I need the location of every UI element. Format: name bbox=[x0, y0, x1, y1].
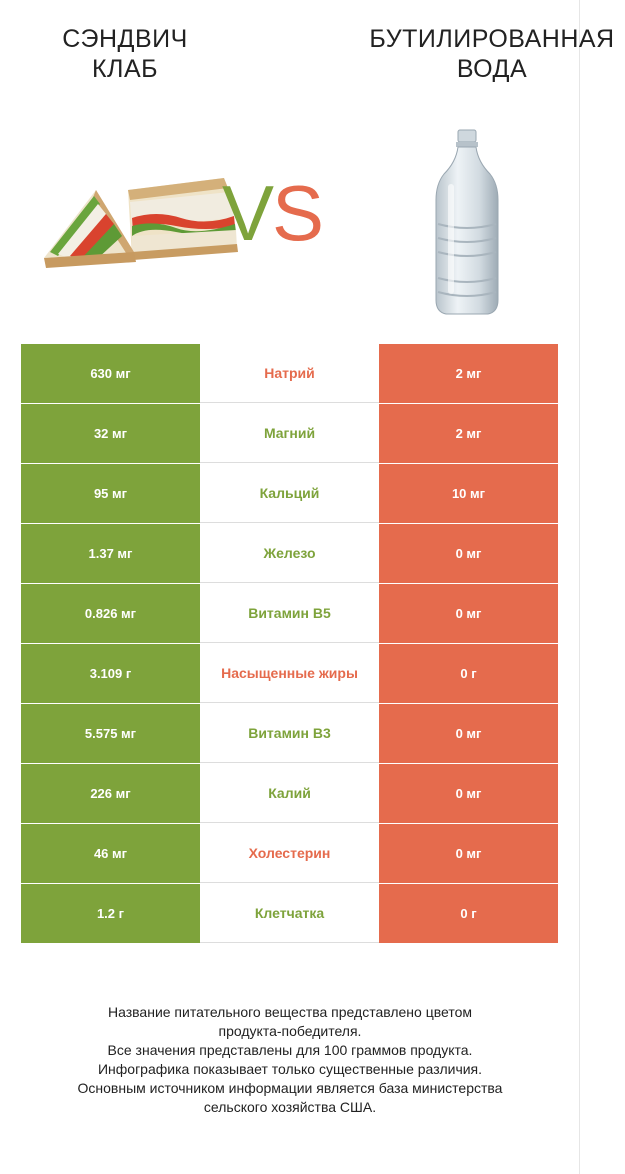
left-value: 1.2 г bbox=[21, 884, 200, 943]
footnote-line: Основным источником информации является база министерства bbox=[77, 1080, 503, 1096]
right-value: 0 мг bbox=[379, 584, 558, 643]
left-value: 226 мг bbox=[21, 764, 200, 823]
water-bottle-image bbox=[432, 128, 502, 316]
table-row bbox=[21, 344, 558, 404]
nutrient-name: Калий bbox=[200, 764, 379, 823]
nutrient-name: Клетчатка bbox=[200, 884, 379, 943]
right-value: 0 г bbox=[379, 884, 558, 943]
right-value: 2 мг bbox=[379, 344, 558, 403]
right-title-line-2: ВОДА bbox=[456, 55, 528, 83]
left-value: 0.826 мг bbox=[21, 584, 200, 643]
table-row bbox=[21, 644, 558, 704]
table-row bbox=[21, 464, 558, 524]
right-value: 10 мг bbox=[379, 464, 558, 523]
nutrient-name: Насыщенные жиры bbox=[200, 644, 379, 703]
right-value: 0 г bbox=[379, 644, 558, 703]
footnote-line: Название питательного вещества представлено цветом bbox=[107, 1004, 473, 1020]
vs-letter-s: S bbox=[272, 169, 323, 257]
left-value: 630 мг bbox=[21, 344, 200, 403]
left-product-title bbox=[40, 24, 210, 84]
table-row bbox=[21, 584, 558, 644]
right-title-line-1: БУТИЛИРОВАННАЯ bbox=[369, 25, 615, 53]
page-right-rule bbox=[579, 0, 580, 1174]
footnote-line: Инфографика показывает только существенные различия. bbox=[97, 1061, 483, 1077]
left-value: 1.37 мг bbox=[21, 524, 200, 583]
right-value: 0 мг bbox=[379, 764, 558, 823]
footnote bbox=[20, 1003, 560, 1117]
sandwich-image bbox=[36, 160, 246, 280]
right-product-title bbox=[360, 24, 624, 84]
vs-label bbox=[222, 158, 322, 268]
left-title-line-2: КЛАБ bbox=[91, 55, 159, 83]
vs-letter-v: V bbox=[222, 169, 273, 257]
right-value: 0 мг bbox=[379, 704, 558, 763]
nutrient-name: Витамин B3 bbox=[200, 704, 379, 763]
footnote-line: продукта-победителя. bbox=[218, 1023, 362, 1039]
nutrient-name: Кальций bbox=[200, 464, 379, 523]
footnote-line: сельского хозяйства США. bbox=[203, 1099, 377, 1115]
left-value: 32 мг bbox=[21, 404, 200, 463]
nutrient-name: Магний bbox=[200, 404, 379, 463]
right-value: 2 мг bbox=[379, 404, 558, 463]
nutrient-name: Железо bbox=[200, 524, 379, 583]
nutrient-name: Натрий bbox=[200, 344, 379, 403]
table-row bbox=[21, 524, 558, 584]
left-title-line-1: СЭНДВИЧ bbox=[62, 25, 188, 53]
left-value: 5.575 мг bbox=[21, 704, 200, 763]
comparison-table bbox=[21, 344, 558, 944]
nutrient-name: Холестерин bbox=[200, 824, 379, 883]
right-value: 0 мг bbox=[379, 524, 558, 583]
table-row bbox=[21, 704, 558, 764]
table-row bbox=[21, 824, 558, 884]
left-value: 3.109 г bbox=[21, 644, 200, 703]
right-value: 0 мг bbox=[379, 824, 558, 883]
left-value: 95 мг bbox=[21, 464, 200, 523]
table-row bbox=[21, 764, 558, 824]
nutrient-name: Витамин B5 bbox=[200, 584, 379, 643]
left-value: 46 мг bbox=[21, 824, 200, 883]
table-row bbox=[21, 404, 558, 464]
footnote-line: Все значения представлены для 100 граммов продукта. bbox=[107, 1042, 473, 1058]
table-row bbox=[21, 884, 558, 944]
